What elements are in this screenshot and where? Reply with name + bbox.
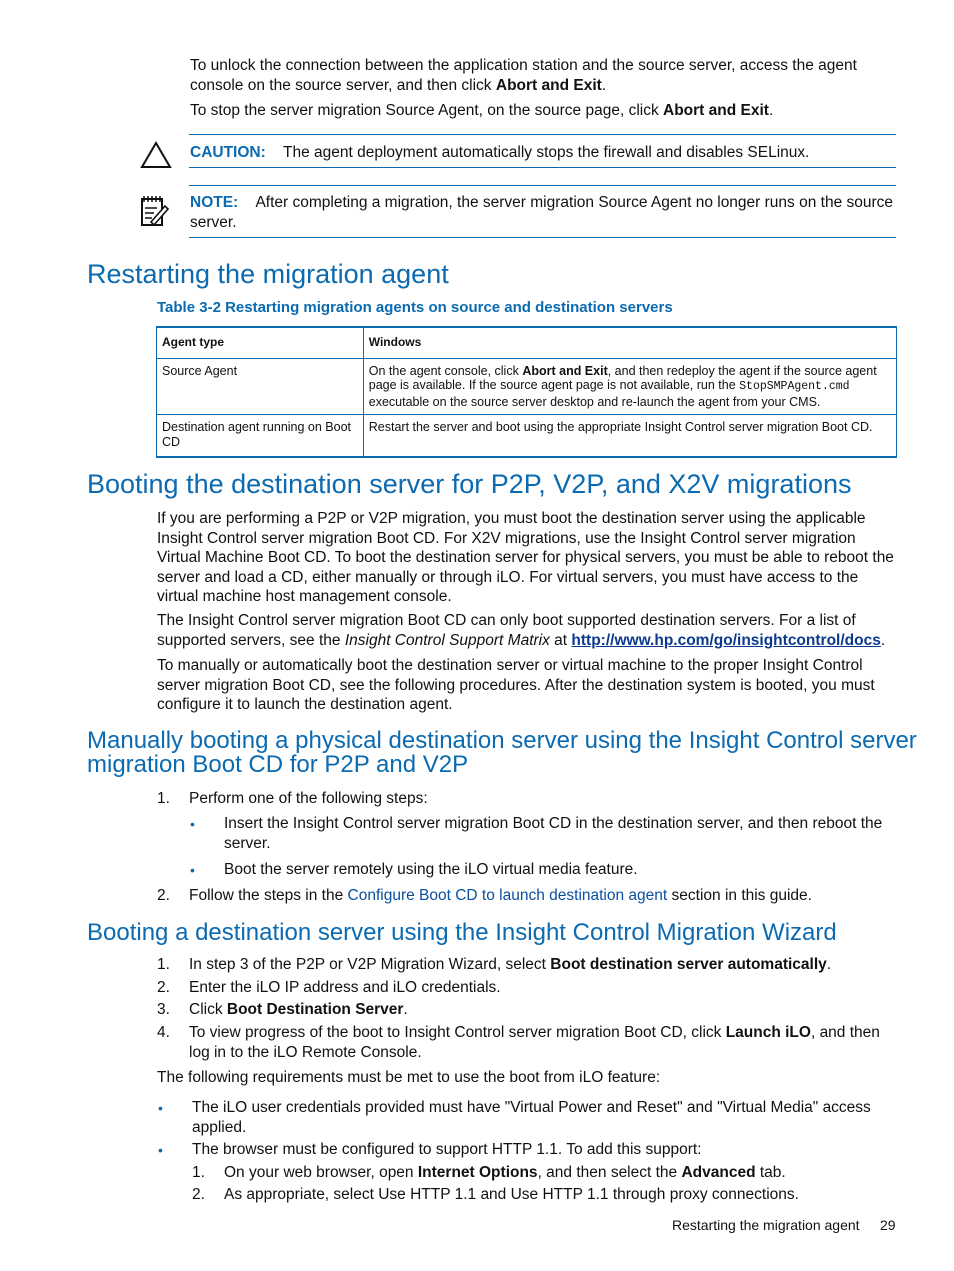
manual-step-1-option-b: Boot the server remotely using the iLO virtual media feature. — [224, 861, 638, 878]
caution-notice: CAUTION: The agent deployment automatically stops the firewall and disables SELinux. — [190, 144, 810, 161]
wizard-step-2: Enter the iLO IP address and iLO credentials. — [189, 979, 501, 996]
table-caption: Table 3-2 Restarting migration agents on source and destination servers — [157, 299, 673, 316]
table-header-row — [157, 327, 897, 358]
booting-paragraph-1: If you are performing a P2P or V2P migration, you must boot the destination server using the applicable Insight Control server migration Boot CD. For X2V migrations, use the Insight Control server migration Virtual Machine Boot CD. To boot the destination server for physical servers, you must be able to reboot the server and load a CD, either manually or through iLO. For virtual servers, you must have access to the virtual machine host management console. — [157, 510, 894, 605]
subsection-heading-manual-line2: migration Boot CD for P2P and V2P — [87, 751, 469, 778]
http-substep-1: On your web browser, open Internet Options, and then select the Advanced tab. — [224, 1164, 786, 1181]
section-heading-booting: Booting the destination server for P2P, V2P, and X2V migrations — [87, 469, 852, 499]
table-row — [157, 358, 897, 415]
section-heading-restarting: Restarting the migration agent — [87, 259, 449, 289]
manual-step-1-option-a: Insert the Insight Control server migration Boot CD in the destination server, and then reboot the server. — [224, 815, 883, 852]
note-pad-icon — [139, 194, 169, 228]
cell-windows: Restart the server and boot using the appropriate Insight Control server migration Boot CD. — [363, 415, 896, 457]
cell-agent-type: Source Agent — [157, 358, 364, 415]
wizard-step-3: Click Boot Destination Server. — [189, 1001, 408, 1018]
caution-bottom-rule — [189, 167, 896, 168]
step-number: 2. — [157, 979, 170, 996]
step-number: 1. — [157, 956, 170, 973]
bullet-icon: • — [190, 816, 195, 832]
booting-paragraph-3: To manually or automatically boot the destination server or virtual machine to the proper Insight Control server migration Boot CD, see the following procedures. After the destination system is booted, you must configure it to launch the destination agent. — [157, 657, 875, 713]
subsection-heading-wizard: Booting a destination server using the Insight Control Migration Wizard — [87, 919, 837, 946]
cell-windows: On the agent console, click Abort and Exit, and then redeploy the agent if the source agent page is available. If the source agent page is not available, run the StopSMPAgent.cmd executable on the source server desktop and re-launch the agent from your CMS. — [363, 358, 896, 415]
step-number: 3. — [157, 1001, 170, 1018]
cell-agent-type: Destination agent running on Boot CD — [157, 415, 364, 457]
note-top-rule — [189, 185, 896, 186]
manual-step-2: Follow the steps in the Configure Boot CD to launch destination agent section in this guide. — [189, 887, 812, 904]
support-matrix-link[interactable]: http://www.hp.com/go/insightcontrol/docs — [571, 631, 881, 649]
page-number: 29 — [880, 1217, 896, 1233]
note-notice: NOTE: After completing a migration, the server migration Source Agent no longer runs on the source server. — [190, 194, 894, 231]
header-agent-type: Agent type — [157, 327, 364, 358]
configure-boot-cd-link[interactable]: Configure Boot CD to launch destination agent — [347, 887, 668, 904]
bullet-icon: • — [158, 1100, 163, 1116]
step-number: 2. — [157, 887, 170, 904]
booting-paragraph-2: The Insight Control server migration Boot CD can only boot supported destination servers. For a list of supported servers, see the Insight Control Support Matrix at http://www.hp.com/go/insightcontrol/docs. — [157, 612, 886, 649]
header-windows: Windows — [363, 327, 896, 358]
subsection-heading-manual-line1: Manually booting a physical destination server using the Insight Control server — [87, 727, 917, 754]
step-number: 2. — [192, 1186, 205, 1203]
requirement-credentials: The iLO user credentials provided must have "Virtual Power and Reset" and "Virtual Media" access applied. — [192, 1099, 871, 1136]
manual-step-1: Perform one of the following steps: — [189, 790, 428, 807]
bullet-icon: • — [158, 1142, 163, 1158]
caution-triangle-icon — [140, 141, 172, 169]
step-number: 1. — [157, 790, 170, 807]
wizard-step-4: To view progress of the boot to Insight Control server migration Boot CD, click Launch iLO, and then log in to the iLO Remote Console. — [189, 1024, 880, 1061]
requirement-http: The browser must be configured to support HTTP 1.1. To add this support: — [192, 1141, 702, 1158]
note-bottom-rule — [189, 237, 896, 238]
intro-paragraph-unlock: To unlock the connection between the application station and the source server, access the agent console on the source server, and then click Abort and Exit. — [190, 57, 857, 94]
requirements-intro: The following requirements must be met to use the boot from iLO feature: — [157, 1069, 661, 1086]
wizard-step-1: In step 3 of the P2P or V2P Migration Wizard, select Boot destination server automatically. — [189, 956, 832, 973]
intro-paragraph-stop: To stop the server migration Source Agent, on the source page, click Abort and Exit. — [190, 102, 774, 119]
table-row — [157, 415, 897, 457]
http-substep-2: As appropriate, select Use HTTP 1.1 and Use HTTP 1.1 through proxy connections. — [224, 1186, 799, 1203]
step-number: 4. — [157, 1024, 170, 1041]
restart-agents-table — [156, 326, 897, 458]
caution-top-rule — [189, 134, 896, 135]
step-number: 1. — [192, 1164, 205, 1181]
footer-section-title: Restarting the migration agent — [672, 1217, 860, 1233]
bullet-icon: • — [190, 862, 195, 878]
